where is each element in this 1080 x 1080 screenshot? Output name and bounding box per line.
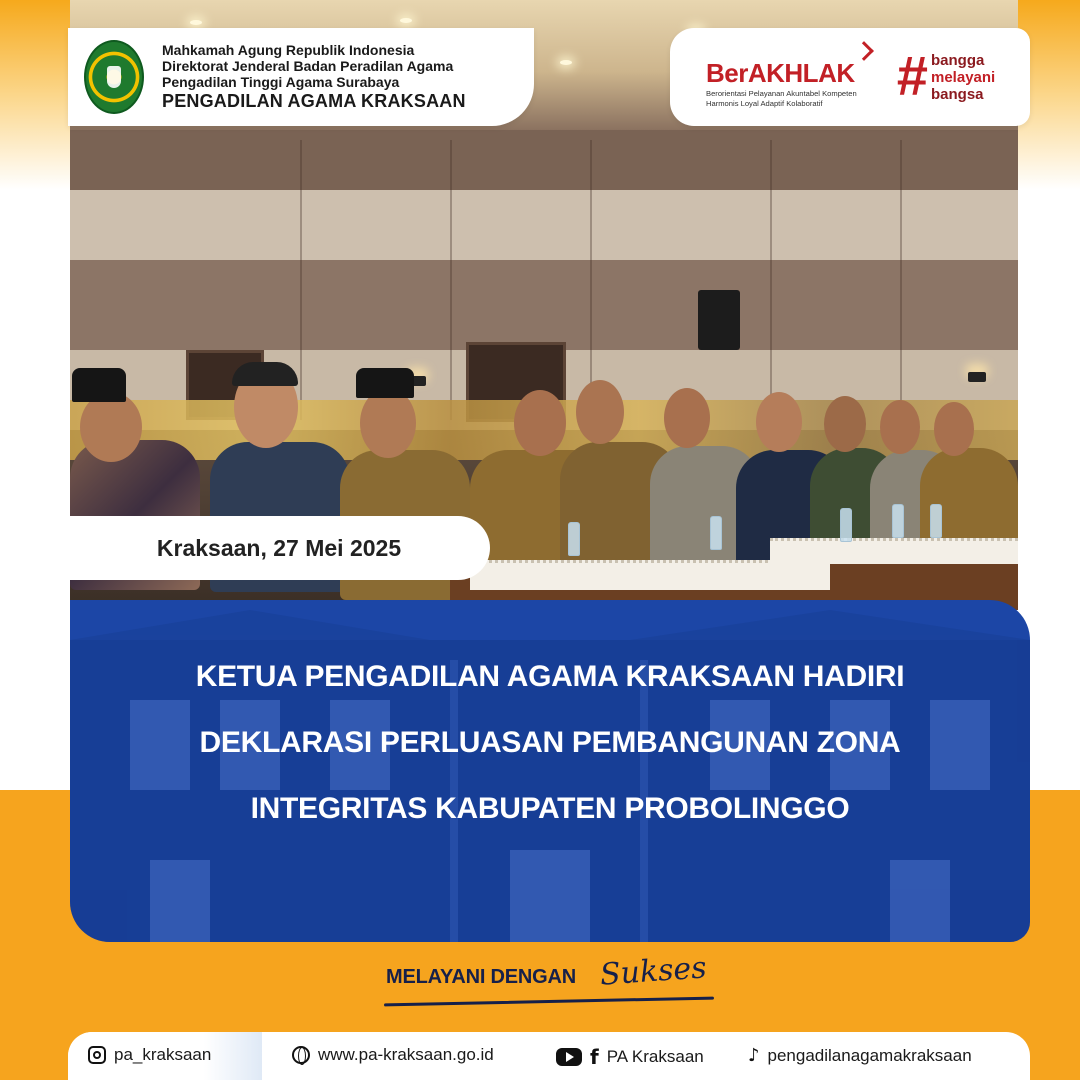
headline-line-3: INTEGRITAS KABUPATEN PROBOLINGGO — [250, 792, 850, 825]
berakhlak-tagline: Berorientasi Pelayanan Akuntabel Kompeten Harmonis Loyal Adaptif Kolaboratif — [706, 89, 857, 108]
instagram-icon — [88, 1046, 106, 1064]
institution-header — [68, 28, 534, 126]
youtube-icon — [556, 1048, 582, 1066]
tiktok-link[interactable] — [748, 1045, 972, 1066]
headline-title — [130, 644, 970, 842]
speaker — [698, 290, 740, 350]
berakhlak-header — [670, 28, 1030, 126]
org-name: PENGADILAN AGAMA KRAKSAAN — [162, 91, 466, 111]
social-footer — [68, 1032, 1030, 1080]
hashtag-icon: # — [896, 44, 928, 107]
website-url: www.pa-kraksaan.go.id — [318, 1045, 494, 1064]
headline-line-2: DEKLARASI PERLUASAN PEMBANGUNAN ZONA — [199, 726, 901, 759]
globe-icon — [292, 1046, 310, 1064]
instagram-link[interactable] — [88, 1045, 211, 1065]
court-seal-icon — [84, 40, 144, 114]
tiktok-handle: pengadilanagamakraksaan — [767, 1045, 972, 1065]
date-text: Kraksaan, 27 Mei 2025 — [156, 534, 402, 561]
org-line-1: Mahkamah Agung Republik Indonesia — [162, 42, 415, 58]
facebook-icon: f — [590, 1045, 599, 1069]
instagram-handle: pa_kraksaan — [114, 1045, 212, 1064]
headline-line-1: KETUA PENGADILAN AGAMA KRAKSAAN HADIRI — [195, 660, 905, 693]
website-link[interactable] — [292, 1045, 494, 1065]
slogan-script: Sukses — [598, 950, 708, 993]
date-label — [68, 516, 490, 580]
headline-panel — [70, 600, 1030, 942]
slogan-text: MELAYANI DENGAN — [386, 966, 576, 988]
org-line-2: Direktorat Jenderal Badan Peradilan Agama — [162, 58, 454, 74]
berakhlak-chevron-icon — [854, 41, 874, 61]
facebook-youtube-link[interactable] — [556, 1045, 704, 1069]
berakhlak-logo: BerAKHLAK — [706, 58, 855, 88]
facebook-handle: PA Kraksaan — [606, 1047, 704, 1066]
tiktok-icon: ♪ — [748, 1045, 760, 1066]
org-line-3: Pengadilan Tinggi Agama Surabaya — [162, 74, 400, 90]
bangga-melayani-bangsa-logo: bangga melayani bangsa — [931, 52, 996, 103]
